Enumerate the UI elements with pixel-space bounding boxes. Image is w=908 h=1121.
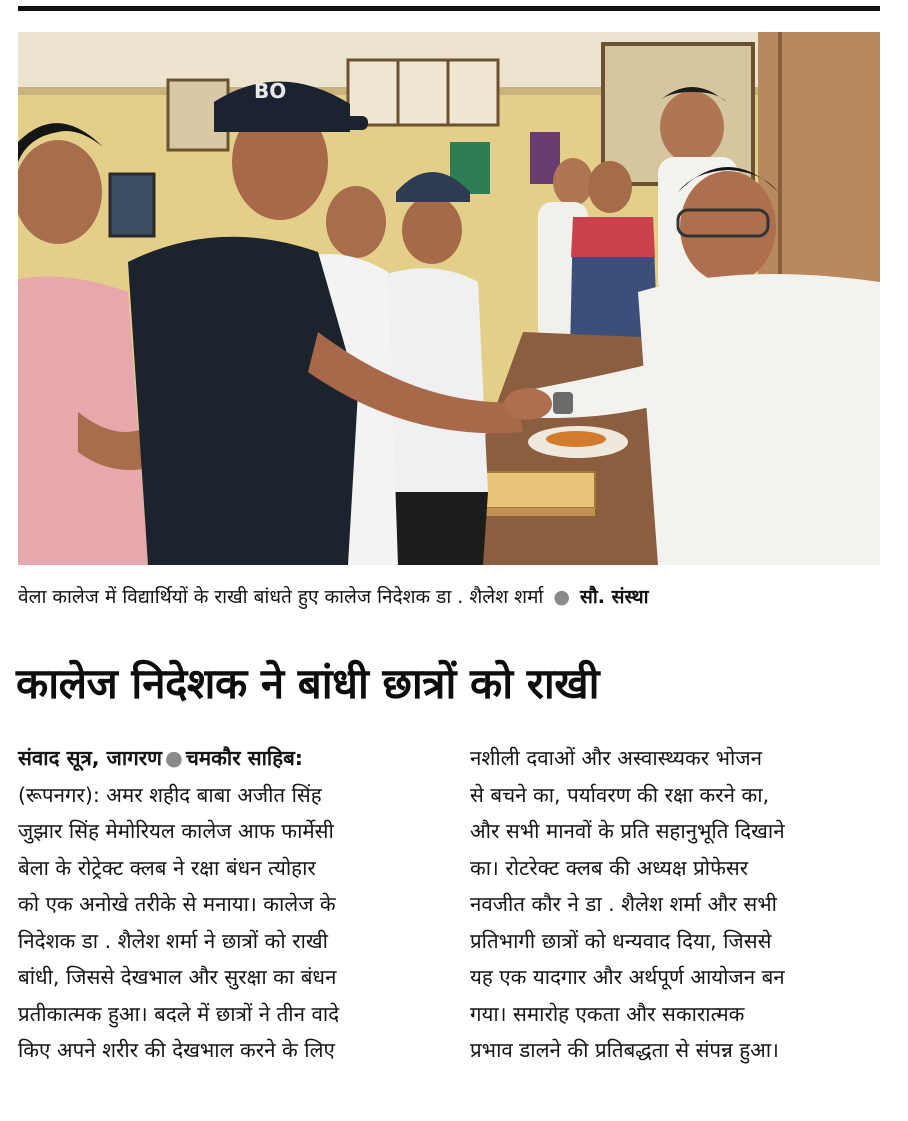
dateline-place: चमकौर साहिब: xyxy=(185,746,303,770)
article-line: (रूपनगर): अमर शहीद बाबा अजीत सिंह xyxy=(18,782,322,807)
article-line: गया। समारोह एकता और सकारात्मक xyxy=(470,1001,745,1026)
dark-tshirt-student xyxy=(128,237,358,565)
article-line: से बचने का, पर्यावरण की रक्षा करने का, xyxy=(470,782,770,807)
photo-illustration xyxy=(18,32,880,565)
wall-frame xyxy=(110,174,154,236)
director-face xyxy=(680,171,776,283)
headline: कालेज निदेशक ने बांधी छात्रों को राखी xyxy=(16,659,599,708)
article-line: को एक अनोखे तरीके से मनाया। कालेज के xyxy=(18,892,336,916)
cake-box xyxy=(480,472,595,508)
article-line: प्रभाव डालने की प्रतिबद्धता से संपन्न हुआ। xyxy=(470,1038,779,1062)
article-line: प्रतीकात्मक हुआ। बदले में छात्रों ने तीन वादे xyxy=(18,1001,340,1026)
photo-caption xyxy=(18,582,898,612)
article-line: और सभी मानवों के प्रति सहानुभूति दिखाने xyxy=(470,819,785,843)
cap-text: BO xyxy=(254,79,287,103)
news-photo xyxy=(18,32,880,565)
dateline-source: संवाद सूत्र, जागरण xyxy=(18,746,162,770)
window-center xyxy=(348,60,498,125)
top-rule xyxy=(18,6,880,11)
article-column-left xyxy=(18,740,438,1069)
article-line: यह एक यादगार और अर्थपूर्ण आयोजन बन xyxy=(470,965,785,989)
article-line: किए अपने शरीर की देखभाल करने के लिए xyxy=(18,1038,335,1062)
article-line: निदेशक डा . शैलेश शर्मा ने छात्रों को राखी xyxy=(18,928,328,953)
bullet-icon: ● xyxy=(553,586,570,608)
article-column-right xyxy=(470,740,890,1069)
article-line: नशीली दवाओं और अस्वास्थ्यकर भोजन xyxy=(470,746,762,770)
article-line: बांधी, जिससे देखभाल और सुरक्षा का बंधन xyxy=(18,965,337,989)
bullet-icon: ● xyxy=(164,746,183,770)
article-line: नवजीत कौर ने डा . शैलेश शर्मा और सभी xyxy=(470,892,777,916)
article-line: प्रतिभागी छात्रों को धन्यवाद दिया, जिससे xyxy=(470,928,772,953)
director-kurta xyxy=(638,274,880,565)
article-line: जुझार सिंह मेमोरियल कालेज आफ फार्मेसी xyxy=(18,819,334,843)
caption-text: वेला कालेज में विद्यार्थियों के राखी बांधते हुए कालेज निदेशक डा . शैलेश शर्मा xyxy=(18,586,544,608)
photo-credit: सौ. संस्था xyxy=(580,586,649,608)
article-line: बेला के रोट्रेक्ट क्लब ने रक्षा बंधन त्योहार xyxy=(18,855,316,880)
wristwatch xyxy=(553,392,573,414)
article-line: का। रोटरेक्ट क्लब की अध्यक्ष प्रोफेसर xyxy=(470,855,749,880)
dateline xyxy=(18,740,438,777)
